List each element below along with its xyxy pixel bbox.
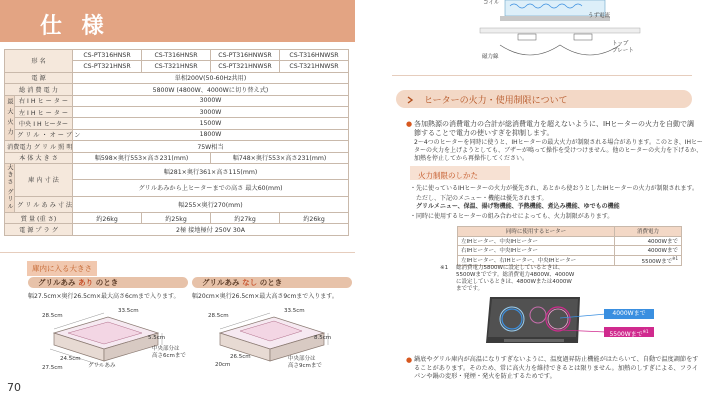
with-rack-desc: 幅27.5cm×奥行26.5cm×最大高さ6cmまで入ります。 — [28, 293, 180, 300]
dim-depth: 33.5cm — [284, 308, 305, 314]
model-cell: CS-T321HNSR — [142, 61, 211, 72]
dim-width: 28.5cm — [42, 313, 63, 319]
heat-row-value: 3000W — [73, 106, 349, 117]
ctrl-bullet-1c: グリルメニュー、保温、揚げ物機能、予熱機能、煮込み機能、ゆでもの機能 — [416, 203, 620, 210]
model-cell: CS-T316HNWSR — [280, 50, 349, 61]
bullet-icon: ● — [406, 356, 413, 364]
heat-row-value: 1800W — [73, 129, 349, 140]
inner-size-heading: 庫内に入る大きさ — [27, 261, 97, 276]
heat-row-label: 左 I H ヒ ー タ ー — [15, 106, 73, 117]
flux-label: 磁力線 — [482, 54, 499, 60]
right-divider — [392, 75, 692, 76]
total-power-label: 総 消 費 電 力 — [5, 84, 73, 95]
ctrl-bullet-2: ・同時に使用するヒーターの組み合わせによっても、火力制限があります。 — [410, 213, 614, 220]
combo-head: 消費電力 — [615, 227, 682, 237]
center-note: 中央部分は 高さ9cmまで — [288, 356, 322, 370]
note-mark: ※1 — [440, 265, 449, 271]
heat-intro: 各加熱源の消費電力の合計が総消費電力を超えないように、IHヒーターの火力を自動で調節することで電力の使いすぎを抑制します。 — [414, 120, 695, 137]
chevron-icon — [406, 95, 416, 105]
dim-height: 5.5cm — [148, 335, 166, 341]
plug-label: 電 源 プ ラ グ — [5, 224, 73, 235]
heat-row-value: 1500W — [73, 118, 349, 129]
page-number: 70 — [7, 381, 21, 394]
top-plate-label: トップ プレート — [612, 41, 634, 55]
body-size-b: 幅748×奥行553×高さ231(mm) — [211, 152, 349, 163]
heat-bottom-note: 鍋底やグリル庫内が高温になりすぎないように、温度過昇防止機能がはたらいて、自動で温度調節をすることがあります。そのため、常に高火力を維持できるとは限りません。加熱のしすぎによる、フライパンや鍋の変形・発煙・発火を防止するためです。 — [414, 356, 699, 381]
rack-value: 幅255×奥行270(mm) — [73, 196, 349, 212]
dim-width-2: 27.5cm — [42, 365, 63, 371]
ctrl-title: 火力制限のしかた — [418, 171, 478, 180]
heat-section-title: ヒーターの火力・使用制限について — [424, 96, 568, 106]
heat-row-label: グ リ ル ・ オ ー ブ ン — [15, 129, 73, 140]
center-note: 中央部分は 高さ6cmまで — [152, 346, 186, 360]
grill-size-label: 大きさ グリル — [5, 163, 15, 212]
ctrl-bullet-1: ・先に使っているIHヒーターの火力が優先され、あとから使おうとしたIHヒーターの火力が制限されます。 — [410, 185, 698, 192]
callout-lines — [560, 306, 606, 336]
eddy-label: うず電流 — [588, 13, 611, 19]
grill-light-label: 消費電力 グ リ ル 照 明 — [5, 141, 73, 152]
combo-cell: 4000Wまで — [615, 246, 682, 256]
spec-table — [4, 49, 349, 236]
heat-row-value: 3000W — [73, 95, 349, 106]
interior-note: グリルあみから上ヒーターまでの高さ 最大60(mm) — [73, 180, 349, 196]
power-value: 単相200V(50-60Hz共用) — [73, 72, 349, 83]
dim-depth-2: 24.5cm — [60, 356, 81, 362]
mass-label: 質 量 (重 さ) — [5, 213, 73, 224]
ctrl-bullet-1b: ただし、下記のメニュー・機能は優先されます。 — [416, 195, 548, 202]
note-text: 総消費電力5800Wに設定しているときは、5500Wまでです。総消費電力4800W、4000Wに設定しているときは、4800Wまたは4000Wまでです。 — [456, 265, 575, 293]
heat-sub: 2～4つのヒーターを同時に使うと、IHヒーターの最大火力が制限される場合があります。このとき、IHヒーターの火力を上げようとしても、ブザーが鳴って操作を受けつけません。他のヒーターの火力を下げるか、加熱を停止してから再操作してください。 — [414, 139, 703, 162]
badge-4000: 4000Wまで — [604, 309, 654, 319]
coil-label: コイル — [483, 0, 500, 6]
without-rack-pill: グリルあみ なし のとき — [192, 277, 352, 288]
power-label: 電 源 — [5, 72, 73, 83]
combo-cell: 左IHヒーター、右IHヒーター、中央IHヒーター — [458, 255, 615, 265]
page-title: 仕 様 — [40, 14, 110, 39]
section-divider — [0, 252, 355, 253]
dim-width-2: 20cm — [215, 362, 231, 368]
badge-5500: 5500Wまで$^{※1}$ — [604, 327, 654, 337]
rack-label: グ リ ル あ み 寸 法 — [15, 196, 73, 212]
without-rack-desc: 幅20cm×奥行26.5cm×最大高さ9cmまで入ります。 — [192, 293, 338, 300]
model-cell: CS-T321HNWSR — [280, 61, 349, 72]
combo-cell: 4000Wまで — [615, 236, 682, 246]
dim-depth-2: 26.5cm — [230, 354, 251, 360]
body-size-a: 幅598×奥行553×高さ231(mm) — [73, 152, 211, 163]
combo-head: 同時に使用するヒーター — [458, 227, 615, 237]
heat-row-label: 中央 I H ヒーター — [15, 118, 73, 129]
combo-cell: 5500Wまで$^{※1}$ — [615, 255, 682, 265]
max-heat-label: 最 大 火 力 — [5, 95, 15, 141]
total-power-value: 5800W (4800W、4000Wに切り替え式) — [73, 84, 349, 95]
plug-value: 2極 接地極付 250V 30A — [73, 224, 349, 235]
interior-value: 幅281×奥行361×高さ115(mm) — [73, 163, 349, 179]
model-cell: CS-PT316HNWSR — [211, 50, 280, 61]
model-cell: CS-PT321HNWSR — [211, 61, 280, 72]
heat-row-label: 右 I H ヒ ー タ ー — [15, 95, 73, 106]
mass-value: 約26kg — [73, 213, 142, 224]
with-rack-pill: グリルあみ あり のとき — [28, 277, 188, 288]
combo-cell: 右IHヒーター、中央IHヒーター — [458, 246, 615, 256]
rack-label: グリルあみ — [88, 363, 116, 369]
dim-width: 28.5cm — [208, 313, 229, 319]
model-cell: CS-PT316HNSR — [73, 50, 142, 61]
interior-label: 庫 内 寸 法 — [15, 163, 73, 196]
body-size-label: 本 体 大 き さ — [5, 152, 73, 163]
grill-light-value: 75W相当 — [73, 141, 349, 152]
bullet-icon: ● — [406, 120, 413, 128]
model-cell: CS-PT321HNSR — [73, 61, 142, 72]
model-label: 形 名 — [5, 50, 73, 73]
mass-value: 約26kg — [280, 213, 349, 224]
dim-height: 8.5cm — [314, 335, 332, 341]
combo-cell: 左IHヒーター、中央IHヒーター — [458, 236, 615, 246]
model-cell: CS-T316HNSR — [142, 50, 211, 61]
dim-depth: 33.5cm — [118, 308, 139, 314]
mass-value: 約27kg — [211, 213, 280, 224]
combo-table — [457, 226, 682, 266]
mass-value: 約25kg — [142, 213, 211, 224]
